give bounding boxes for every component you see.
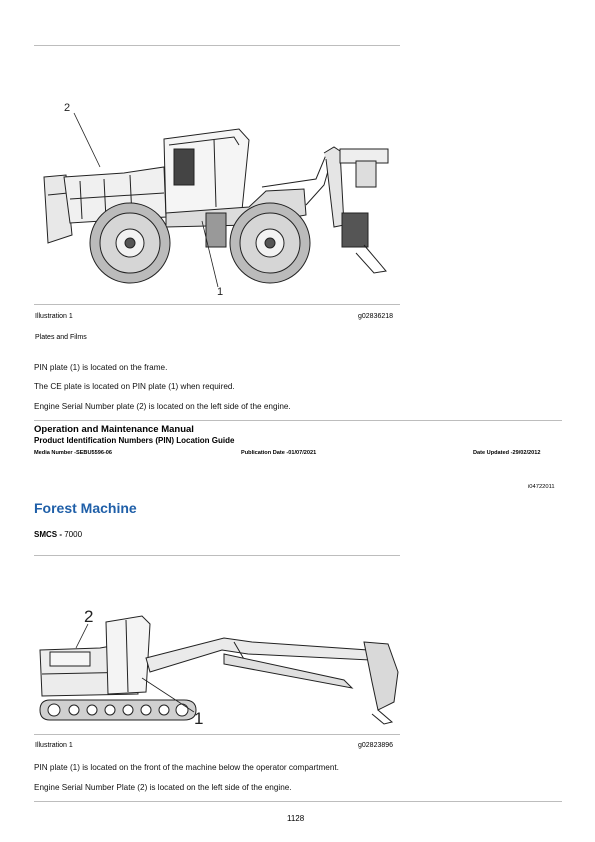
callout-2-leader bbox=[76, 624, 88, 648]
footer-rule bbox=[34, 801, 562, 802]
illustration-2-bottom-rule bbox=[34, 734, 400, 735]
page-number: 1128 bbox=[287, 814, 305, 823]
skidder-grille bbox=[174, 149, 194, 185]
forwarder-engine-box bbox=[50, 652, 90, 666]
paragraph: Engine Serial Number Plate (2) is located on the left side of the engine. bbox=[34, 783, 292, 792]
illustration-1-rule bbox=[34, 304, 400, 305]
paragraph: The CE plate is located on PIN plate (1) when required. bbox=[34, 382, 235, 391]
callout-1: 1 bbox=[194, 709, 204, 728]
illustration-2-top-rule bbox=[34, 555, 400, 556]
forwarder-illustration bbox=[34, 602, 400, 732]
forwarder-head bbox=[364, 642, 398, 710]
forwarder-track bbox=[40, 700, 196, 720]
smcs-label: SMCS - bbox=[34, 530, 62, 539]
paragraph: PIN plate (1) is located on the front of the machine below the operator compartment. bbox=[34, 763, 339, 772]
smcs-line bbox=[34, 530, 82, 539]
skidder-illustration bbox=[34, 95, 400, 295]
top-rule bbox=[34, 45, 400, 46]
illustration-code: g02836218 bbox=[358, 313, 394, 320]
smcs-value: 7000 bbox=[64, 530, 83, 539]
illustration-label: Illustration 1 bbox=[35, 313, 73, 320]
doc-id: i04722011 bbox=[528, 484, 555, 490]
illustration-code: g02823896 bbox=[358, 742, 394, 749]
media-number: Media Number -SEBU5596-06 bbox=[34, 450, 113, 456]
section-heading: Forest Machine bbox=[34, 500, 137, 516]
callout-1: 1 bbox=[217, 286, 224, 295]
doc-subtitle: Product Identification Numbers (PIN) Location Guide bbox=[34, 436, 235, 445]
callout-2: 2 bbox=[64, 102, 71, 114]
skidder-grapple bbox=[342, 213, 368, 247]
section-divider bbox=[34, 420, 562, 421]
callout-2-leader bbox=[74, 113, 100, 167]
date-updated: Date Updated -29/02/2012 bbox=[473, 450, 541, 456]
doc-title: Operation and Maintenance Manual bbox=[34, 424, 194, 435]
paragraph: Engine Serial Number plate (2) is located on the left side of the engine. bbox=[34, 402, 291, 411]
paragraph: PIN plate (1) is located on the frame. bbox=[34, 363, 168, 372]
illustration-label: Illustration 1 bbox=[35, 742, 73, 749]
callout-2: 2 bbox=[84, 607, 94, 626]
illustration-caption: Plates and Films bbox=[35, 334, 87, 341]
publication-date: Publication Date -01/07/2021 bbox=[241, 450, 317, 456]
